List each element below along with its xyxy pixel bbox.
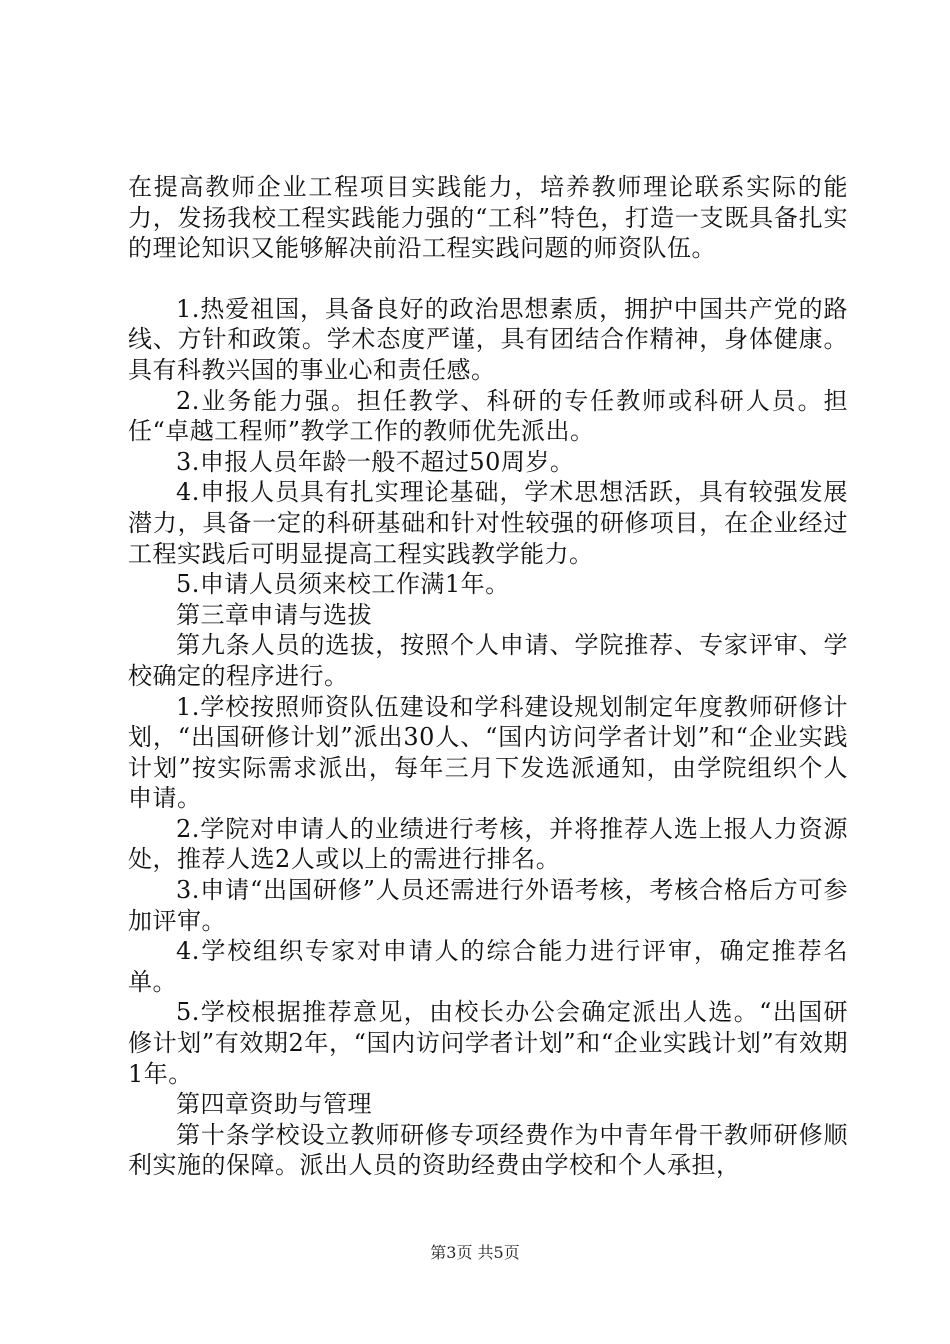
body-paragraph: 第四章资助与管理 <box>176 1090 372 1119</box>
body-paragraph: 5.申请人员须来校工作满1年。 <box>176 570 510 599</box>
document-body <box>128 172 848 1181</box>
page-number-footer: 第3页 共5页 <box>430 1243 520 1262</box>
body-paragraph: 2.业务能力强。担任教学、科研的专任教师或科研人员。担任“卓越工程师”教学工作的教师优先派出。 <box>128 386 848 446</box>
body-paragraph: 3.申请“出国研修”人员还需进行外语考核，考核合格后方可参加评审。 <box>128 876 848 935</box>
body-paragraph: 1.学校按照师资队伍建设和学科建设规划制定年度教师研修计划，“出国研修计划”派出30人、“国内访问学者计划”和“企业实践计划”按实际需求派出，每年三月下发选派通知，由学院组织个人申请。 <box>128 692 848 813</box>
body-paragraph: 1.热爱祖国，具备良好的政治思想素质，拥护中国共产党的路线、方针和政策。学术态度严谨，具有团结合作精神，身体健康。具有科教兴国的事业心和责任感。 <box>128 294 848 384</box>
body-paragraph: 第九条人员的选拔，按照个人申请、学院推荐、专家评审、学校确定的程序进行。 <box>128 631 848 690</box>
body-paragraph: 4.学校组织专家对申请人的综合能力进行评审，确定推荐名单。 <box>128 937 848 996</box>
body-paragraph: 4.申报人员具有扎实理论基础，学术思想活跃，具有较强发展潜力，具备一定的科研基础和针对性较强的研修项目，在企业经过工程实践后可明显提高工程实践教学能力。 <box>128 478 848 568</box>
body-paragraph: 2.学院对申请人的业绩进行考核，并将推荐人选上报人力资源处，推荐人选2人或以上的需进行排名。 <box>128 814 848 874</box>
body-paragraph: 第十条学校设立教师研修专项经费作为中青年骨干教师研修顺利实施的保障。派出人员的资助经费由学校和个人承担， <box>128 1120 848 1180</box>
body-paragraph: 在提高教师企业工程项目实践能力，培养教师理论联系实际的能力，发扬我校工程实践能力强的“工科”特色，打造一支既具备扎实的理论知识又能够解决前沿工程实践问题的师资队伍。 <box>128 173 848 263</box>
body-paragraph: 5.学校根据推荐意见，由校长办公会确定派出人选。“出国研修计划”有效期2年，“国内访问学者计划”和“企业实践计划”有效期1年。 <box>128 998 848 1088</box>
body-paragraph: 第三章申请与选拔 <box>176 600 372 629</box>
body-paragraph: 3.申报人员年龄一般不超过50周岁。 <box>176 447 575 476</box>
